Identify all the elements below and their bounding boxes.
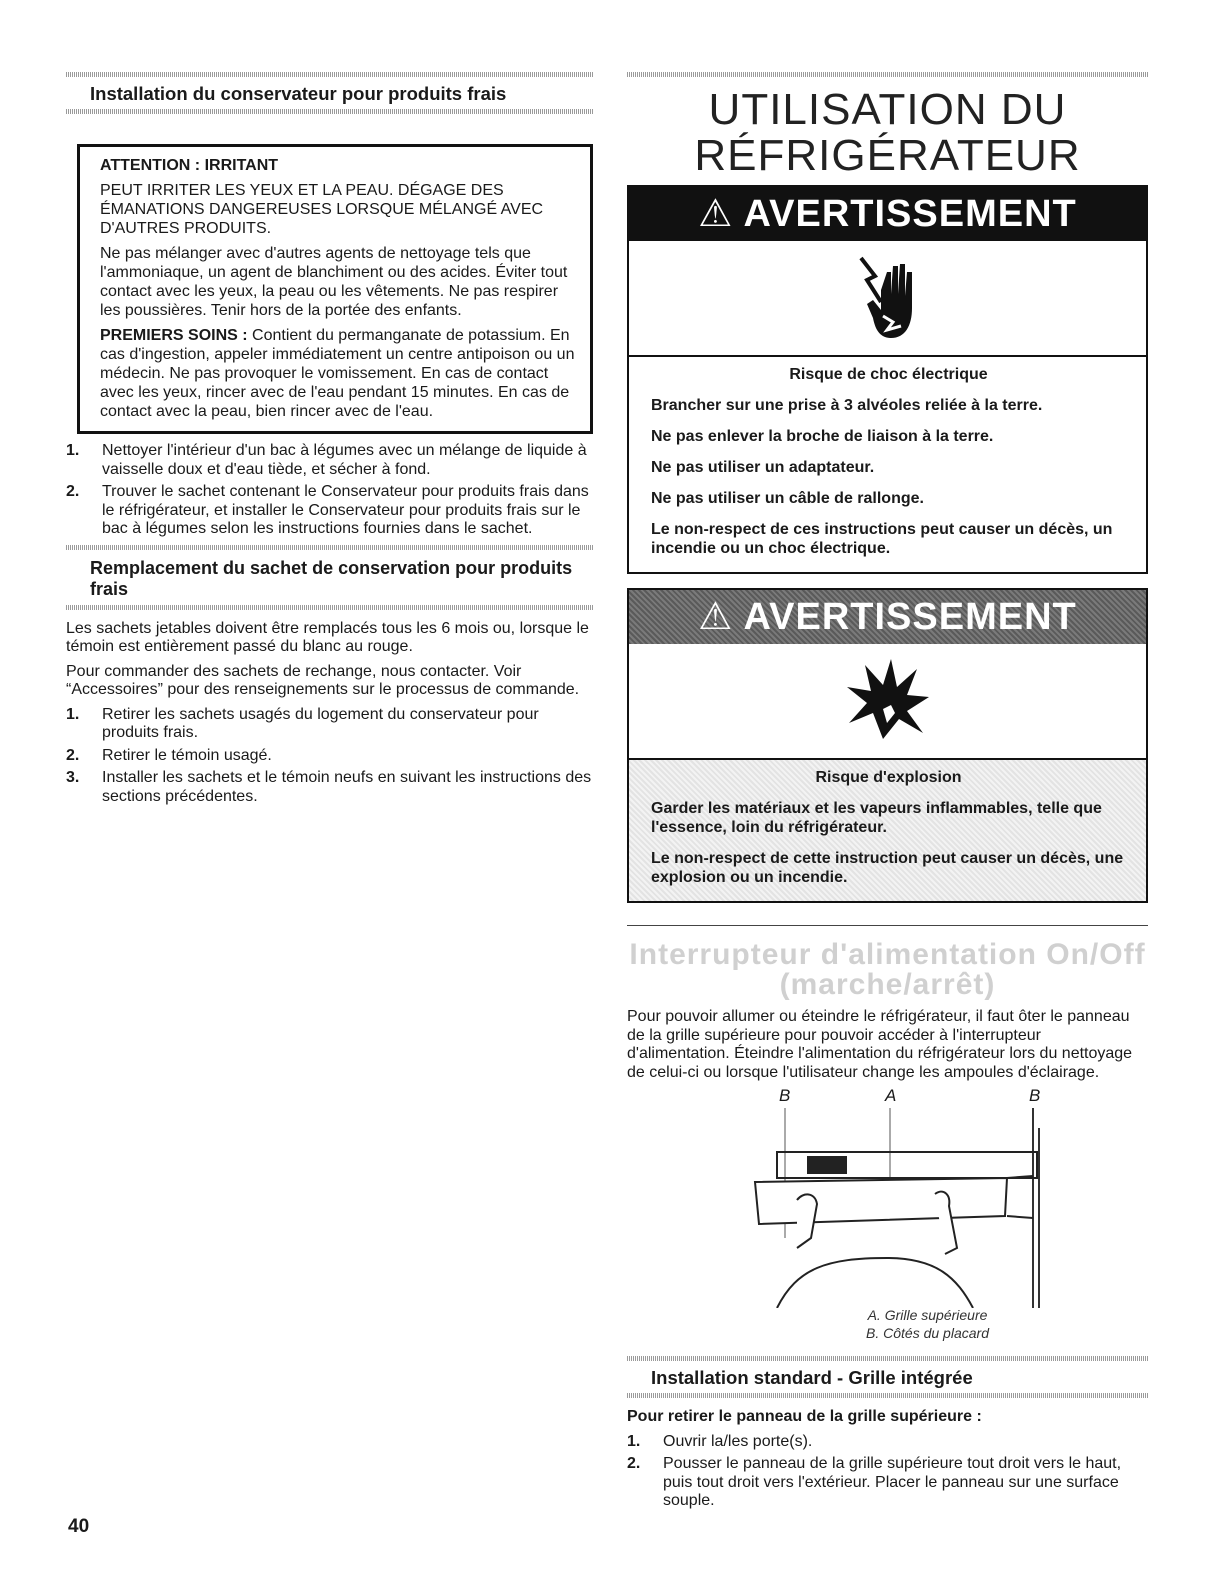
warning-triangle-icon: ⚠ — [698, 193, 734, 235]
remove-panel-subheading: Pour retirer le panneau de la grille supérieure : — [627, 1408, 982, 1425]
page-title — [627, 87, 1148, 179]
section-rule — [66, 605, 593, 610]
warning-text — [629, 760, 1146, 901]
power-switch-paragraph: Pour pouvoir allumer ou éteindre le réfrigérateur, il faut ôter le panneau de la grille supérieure pour pouvoir accéder à l'interrupteur d'alimentation. Éteindre l'alimentation du réfrigérateur lors du nettoyage de celui-ci ou lorsque l'utilisateur change les ampoules d'éclairage. — [627, 1008, 1133, 1081]
caution-heading: ATTENTION : IRRITANT — [100, 157, 279, 174]
step-text: Pousser le panneau de la grille supérieure tout droit vers le haut, puis tout droit vers l'extérieur. Placer le panneau sur une surface souple. — [663, 1455, 1122, 1509]
figure-label-b: B — [779, 1086, 791, 1105]
warning-title: Risque d'explosion — [815, 769, 962, 786]
caption-line: B. Côtés du placard — [866, 1325, 989, 1341]
step-text: Trouver le sachet contenant le Conservateur pour produits frais dans le réfrigérateur, et installer le Conservateur pour produits frais sur le bac à légumes selon les instructions fournies dans le sachet. — [102, 483, 589, 537]
section-rule — [66, 109, 593, 114]
step-number: 2. — [627, 1455, 641, 1472]
warning-triangle-icon: ⚠ — [698, 596, 734, 638]
section-title-produce-preserver: Installation du conservateur pour produits frais — [90, 83, 507, 104]
page-title-line: UTILISATION DU — [708, 85, 1067, 134]
list-item — [66, 706, 593, 743]
step-text: Retirer les sachets usagés du logement du conservateur pour produits frais. — [102, 705, 539, 741]
section-rule — [627, 1393, 1148, 1398]
step-text: Installer les sachets et le témoin neufs en suivant les instructions des sections précédentes. — [102, 769, 592, 805]
warning-header-text: AVERTISSEMENT — [743, 596, 1077, 638]
order-paragraph: Pour commander des sachets de rechange, nous contacter. Voir “Accessoires” pour des renseignements sur le processus de commande. — [66, 662, 580, 698]
grille-figure — [627, 1086, 1148, 1306]
list-item — [66, 442, 593, 479]
step-text: Ouvrir la/les porte(s). — [663, 1432, 813, 1450]
caution-box — [77, 144, 593, 434]
install-steps — [66, 442, 593, 539]
caution-paragraph: PEUT IRRITER LES YEUX ET LA PEAU. DÉGAGE DES ÉMANATIONS DANGEREUSES LORSQUE MÉLANGÉ AVEC D'AUTRES PRODUITS. — [100, 182, 544, 237]
page-number: 40 — [68, 1516, 90, 1537]
warning-consequence: Le non-respect de ces instructions peut causer un décès, un incendie ou un choc électrique. — [651, 521, 1113, 557]
warning-box-explosion — [627, 588, 1148, 903]
figure-label-a: A — [885, 1086, 897, 1105]
caution-first-aid — [100, 326, 577, 421]
remove-panel-steps — [627, 1433, 1148, 1511]
warning-text — [629, 357, 1146, 572]
warning-line: Garder les matériaux et les vapeurs inflammables, telle que l'essence, loin du réfrigérateur. — [651, 800, 1102, 836]
step-number: 1. — [66, 442, 80, 459]
list-item — [66, 747, 593, 766]
section-title-replacement: Remplacement du sachet de conservation pour produits frais — [90, 557, 573, 599]
explosion-icon — [629, 644, 1146, 760]
step-number: 2. — [66, 483, 80, 500]
section-rule — [627, 925, 1148, 926]
warning-consequence: Le non-respect de cette instruction peut causer un décès, une explosion ou un incendie. — [651, 850, 1124, 886]
warning-title: Risque de choc électrique — [789, 366, 988, 383]
warning-box-electric — [627, 185, 1148, 574]
power-switch-title: Interrupteur d'alimentation On/Off (marche/arrêt) — [629, 938, 1146, 1001]
step-number: 2. — [66, 746, 80, 764]
warning-line: Brancher sur une prise à 3 alvéoles reliée à la terre. — [651, 397, 1043, 414]
step-text: Retirer le témoin usagé. — [102, 746, 272, 764]
grille-illustration — [737, 1108, 1057, 1308]
warning-line: Ne pas utiliser un câble de rallonge. — [651, 490, 924, 507]
step-number: 1. — [66, 705, 80, 723]
page-title-line: RÉFRIGÉRATEUR — [694, 131, 1081, 180]
replacement-steps — [66, 706, 593, 807]
step-number: 3. — [66, 769, 80, 786]
warning-header — [629, 187, 1146, 241]
first-aid-label: PREMIERS SOINS : — [100, 327, 248, 344]
warning-line: Ne pas utiliser un adaptateur. — [651, 459, 875, 476]
section-title-standard-install: Installation standard - Grille intégrée — [651, 1367, 973, 1388]
caution-paragraph: Ne pas mélanger avec d'autres agents de nettoyage tels que l'ammoniaque, un agent de blanchiment ou des acides. Éviter tout contact avec les yeux, la peau ou les vêtements. Ne pas respirer les poussières. Tenir hors de la portée des enfants. — [100, 245, 568, 319]
step-text: Nettoyer l'intérieur d'un bac à légumes avec un mélange de liquide à vaisselle doux et d'eau tiède, et sécher à fond. — [102, 442, 587, 478]
list-item — [627, 1455, 1148, 1511]
figure-caption — [707, 1306, 1148, 1342]
replacement-paragraph: Les sachets jetables doivent être remplacés tous les 6 mois ou, lorsque le témoin est entièrement passé du blanc au rouge. — [66, 619, 589, 655]
list-item — [627, 1433, 1148, 1452]
warning-header-text: AVERTISSEMENT — [743, 193, 1077, 235]
list-item — [66, 769, 593, 806]
warning-header — [629, 590, 1146, 644]
warning-line: Ne pas enlever la broche de liaison à la terre. — [651, 428, 994, 445]
caption-line: A. Grille supérieure — [867, 1307, 988, 1323]
step-number: 1. — [627, 1432, 641, 1450]
section-rule — [627, 72, 1148, 77]
right-column — [627, 72, 1148, 1515]
figure-label-b: B — [1029, 1086, 1041, 1105]
left-column — [66, 72, 593, 810]
list-item — [66, 483, 593, 539]
first-aid-text: Contient du permanganate de potassium. En cas d'ingestion, appeler immédiatement un centre antipoison ou un médecin. Ne pas provoquer le vomissement. En cas de contact avec les yeux, rincer avec de l'eau pendant 15 minutes. En cas de contact avec la peau, bien rincer avec de l'eau. — [100, 327, 575, 420]
electric-shock-hand-icon — [629, 241, 1146, 357]
